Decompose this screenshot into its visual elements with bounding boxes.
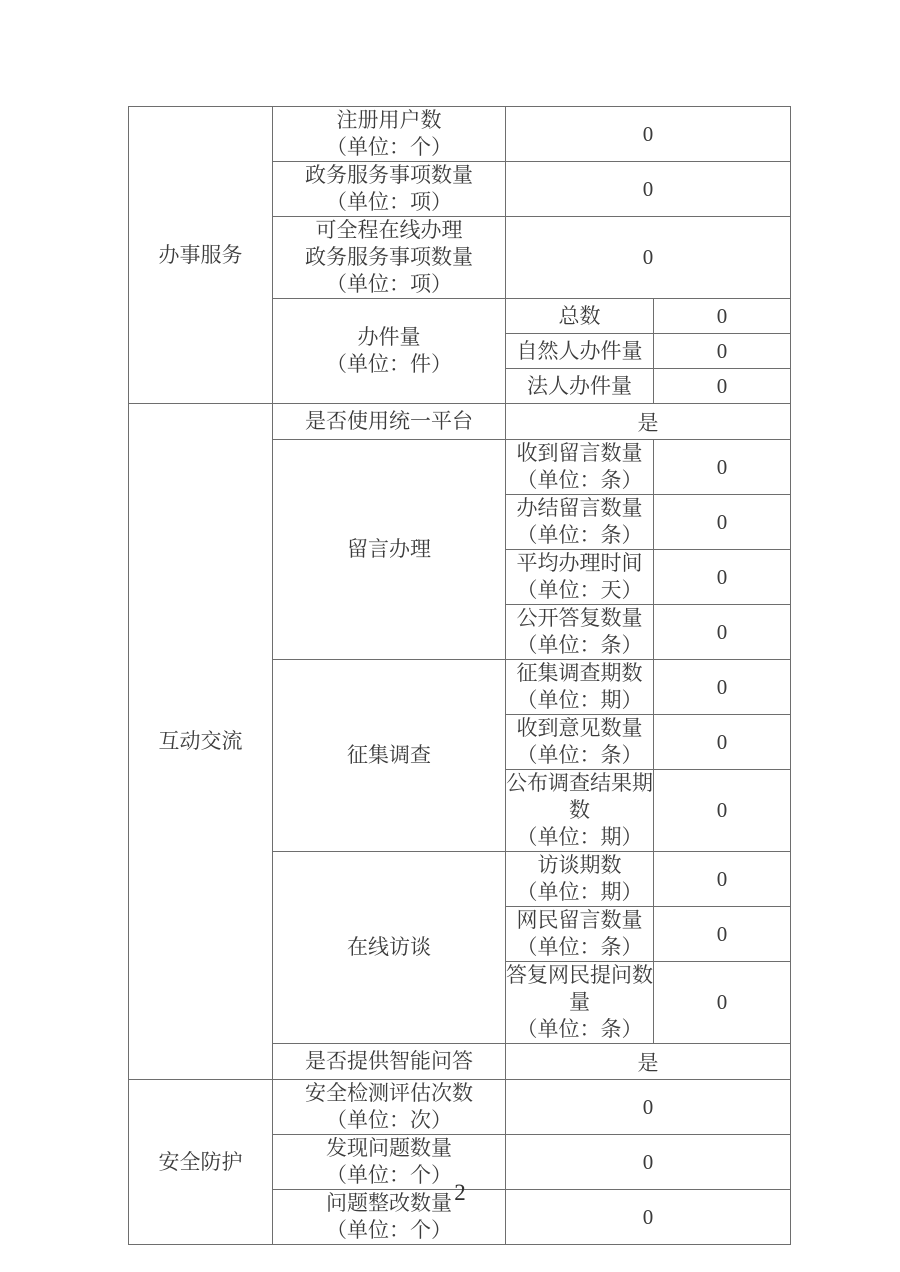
metric-label: 政务服务事项数量 xyxy=(305,163,473,187)
submetric-cell xyxy=(506,550,654,605)
submetric-label: 收到意见数量 xyxy=(516,716,643,740)
metric-cell xyxy=(273,217,506,299)
submetric-unit: （单位：条） xyxy=(516,1017,643,1041)
submetric-label: 公布调查结果期数 xyxy=(506,771,653,822)
category-label: 互动交流 xyxy=(158,729,243,753)
value-cell: 0 xyxy=(654,715,791,770)
metric-label: 可全程在线办理 xyxy=(315,218,463,242)
submetric-label: 平均办理时间 xyxy=(516,551,643,575)
submetric-unit: （单位：期） xyxy=(516,880,643,904)
metric-cell xyxy=(273,1044,506,1080)
submetric-cell xyxy=(506,852,654,907)
metric-cell xyxy=(273,1080,506,1135)
submetric-label: 公开答复数量 xyxy=(516,606,643,630)
category-cell-banshi xyxy=(129,107,273,404)
group-cell-banjianliang xyxy=(273,299,506,404)
table-row xyxy=(129,107,791,162)
metric-label-line2: 政务服务事项数量 xyxy=(305,245,473,269)
submetric-cell xyxy=(506,660,654,715)
group-label: 留言办理 xyxy=(347,537,431,561)
submetric-label: 办结留言数量 xyxy=(516,496,643,520)
group-cell-zhengji xyxy=(273,660,506,852)
category-label: 安全防护 xyxy=(158,1149,243,1174)
submetric-label: 收到留言数量 xyxy=(516,441,643,465)
metric-label: 是否提供智能问答 xyxy=(305,1049,473,1073)
submetric-unit: （单位：期） xyxy=(516,688,643,712)
metric-cell xyxy=(273,162,506,217)
metric-label: 发现问题数量 xyxy=(326,1136,452,1160)
value-cell: 0 xyxy=(654,440,791,495)
submetric-cell xyxy=(506,440,654,495)
metric-unit: （单位：个） xyxy=(326,1218,452,1242)
submetric-cell xyxy=(506,369,654,404)
metric-unit: （单位：项） xyxy=(326,190,452,214)
submetric-unit: （单位：条） xyxy=(516,468,643,492)
value-cell: 是 xyxy=(506,404,791,440)
value-cell: 0 xyxy=(506,1080,791,1135)
category-cell-hudong xyxy=(129,404,273,1080)
metric-unit: （单位：个） xyxy=(326,135,452,159)
group-cell-liuyan xyxy=(273,440,506,660)
submetric-label: 访谈期数 xyxy=(537,853,622,877)
value-cell: 0 xyxy=(506,1135,791,1190)
category-label: 办事服务 xyxy=(158,242,243,267)
value-cell: 0 xyxy=(654,660,791,715)
submetric-cell xyxy=(506,715,654,770)
category-cell-anquan xyxy=(129,1080,273,1245)
metric-cell xyxy=(273,404,506,440)
submetric-label: 网民留言数量 xyxy=(516,908,643,932)
submetric-cell xyxy=(506,605,654,660)
submetric-unit: （单位：条） xyxy=(516,935,643,959)
group-label: 在线访谈 xyxy=(347,935,431,959)
metric-unit: （单位：个） xyxy=(326,1163,452,1187)
table-row xyxy=(129,404,791,440)
submetric-unit: （单位：条） xyxy=(516,523,643,547)
table-row xyxy=(129,1080,791,1135)
value-cell: 0 xyxy=(654,962,791,1044)
submetric-cell xyxy=(506,907,654,962)
submetric-unit: （单位：条） xyxy=(516,743,643,767)
value-cell: 0 xyxy=(654,605,791,660)
value-cell: 0 xyxy=(506,162,791,217)
metric-label: 是否使用统一平台 xyxy=(305,409,473,433)
group-label: 办件量 xyxy=(357,325,421,349)
value-cell: 0 xyxy=(654,299,791,334)
metric-unit: （单位：次） xyxy=(326,1108,452,1132)
metric-label: 注册用户数 xyxy=(336,108,442,132)
value-cell: 0 xyxy=(654,907,791,962)
metric-cell xyxy=(273,107,506,162)
value-cell: 0 xyxy=(506,1190,791,1245)
submetric-unit: （单位：天） xyxy=(516,578,643,602)
submetric-label: 征集调查期数 xyxy=(516,661,643,685)
group-cell-zaixianfangtan xyxy=(273,852,506,1044)
submetric-cell xyxy=(506,770,654,852)
submetric-cell xyxy=(506,495,654,550)
submetric-cell xyxy=(506,299,654,334)
value-cell: 0 xyxy=(506,107,791,162)
value-cell: 0 xyxy=(654,852,791,907)
value-cell: 0 xyxy=(654,369,791,404)
group-label: 征集调查 xyxy=(347,743,431,767)
group-unit: （单位：件） xyxy=(326,352,452,376)
value-cell: 0 xyxy=(654,334,791,369)
value-cell: 0 xyxy=(654,495,791,550)
page-number: 2 xyxy=(454,1180,466,1205)
submetric-cell xyxy=(506,962,654,1044)
submetric-cell xyxy=(506,334,654,369)
value-cell: 是 xyxy=(506,1044,791,1080)
value-cell: 0 xyxy=(506,217,791,299)
value-cell: 0 xyxy=(654,770,791,852)
submetric-label: 自然人办件量 xyxy=(516,338,643,363)
metric-unit: （单位：项） xyxy=(326,272,452,296)
submetric-label: 答复网民提问数量 xyxy=(506,963,653,1014)
submetric-label: 总数 xyxy=(558,303,601,328)
submetric-label: 法人办件量 xyxy=(527,373,632,398)
submetric-unit: （单位：期） xyxy=(516,825,643,849)
value-cell: 0 xyxy=(654,550,791,605)
metric-label: 问题整改数量 xyxy=(326,1191,452,1215)
submetric-unit: （单位：条） xyxy=(516,633,643,657)
report-table xyxy=(128,106,791,1245)
metric-label: 安全检测评估次数 xyxy=(305,1081,473,1105)
